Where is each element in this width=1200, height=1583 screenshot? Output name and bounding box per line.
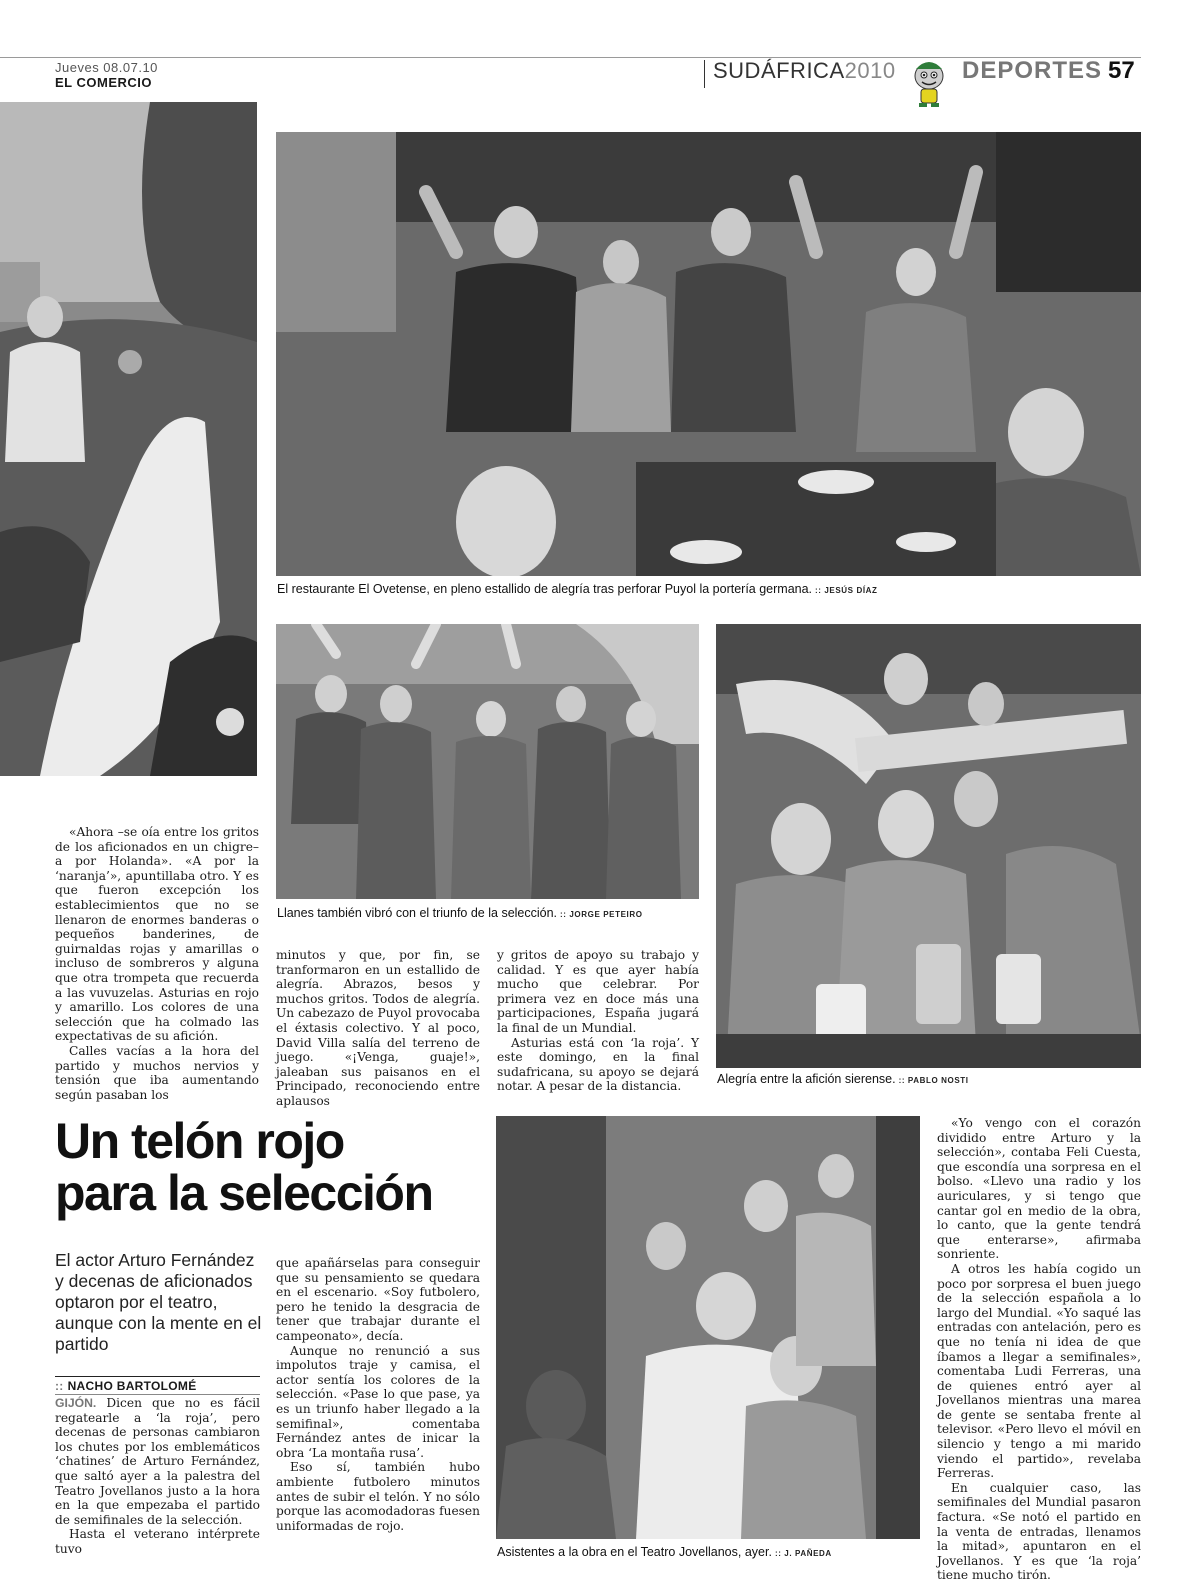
- left-celebration-photo: [0, 102, 257, 776]
- paragraph: y gritos de apoyo su trabajo y calidad. Y es que ayer había mucho que celebrar. Por primera vez en doce más una participaciones, España jugará la final de un Mundial.: [497, 948, 699, 1035]
- issue-date: Jueves 08.07.10: [55, 60, 158, 75]
- headline-line-1: Un telón rojo: [55, 1113, 344, 1169]
- header-divider: [704, 60, 705, 88]
- upper-article-col3: [497, 948, 699, 1094]
- section-title: DEPORTES: [962, 57, 1103, 84]
- main-photo-caption-text: El restaurante El Ovetense, en pleno estallido de alegría tras perforar Puyol la portería germana.: [277, 582, 813, 596]
- paragraph: Calles vacías a la hora del partido y muchos nervios y tensión que iba aumentando según pasaban los: [55, 1043, 259, 1102]
- paragraph: Hasta el veterano intérprete tuvo: [55, 1527, 260, 1556]
- byline-author: NACHO BARTOLOMÉ: [67, 1379, 197, 1393]
- siero-photo-caption-text: Alegría entre la afición sierense.: [717, 1072, 896, 1086]
- paragraph: Eso sí, también hubo ambiente futbolero minutos antes de subir el telón. Y no sólo porque las acomodadoras fuesen uniformadas de rojo.: [276, 1460, 480, 1533]
- main-photo-credit: :: JESÚS DÍAZ: [815, 586, 878, 595]
- article-subheadline: El actor Arturo Fernández y decenas de aficionados optaron por el teatro, aunque con la mente en el partido: [55, 1250, 262, 1354]
- llanes-photo-caption-text: Llanes también vibró con el triunfo de la selección.: [277, 906, 558, 920]
- event-name: SUDÁFRICA: [713, 58, 845, 83]
- byline-rule: [55, 1376, 260, 1377]
- siero-photo-credit: :: PABLO NOSTI: [898, 1076, 969, 1085]
- lower-article-col1: [55, 1396, 260, 1557]
- event-title: [713, 58, 896, 84]
- lower-article-col2: [276, 1256, 480, 1533]
- headline-line-2: para la selección: [55, 1165, 433, 1221]
- main-restaurant-photo: [276, 132, 1141, 576]
- paragraph: «Ahora –se oía entre los gritos de los aficionados en un chigre– a por Holanda». «A por la ‘naranja’», apuntillaba otro. Y es que fueron excepción los establecimientos que no se llenaron de enormes banderas o pequeños banderines, de guirnaldas rojas y amarillas o incluso de sombreros y alguna que otra trompeta que recuerda a las vuvuzelas. Asturias en rojo y amarillo. Los colores de una selección que ha colmado las expectativas de su afición.: [55, 825, 259, 1044]
- byline-marker: ::: [55, 1379, 64, 1393]
- lead-text: Dicen que no es fácil regatearle a ‘la roja’, pero decenas de personas cambiaron los chutes por los emblemáticos ‘chatines’ de Arturo Fernández, que saltó ayer a la palestra del Teatro Jovellanos justo a la hora en la que empezaba el partido de semifinales de la selección.: [55, 1396, 261, 1527]
- lower-article-col3: [937, 1116, 1141, 1583]
- paragraph: [55, 1396, 260, 1527]
- world-cup-mascot-icon: [903, 57, 955, 109]
- article-headline: [55, 1115, 475, 1219]
- paragraph: En cualquier caso, las semifinales del Mundial pasaron factura. «Se notó el partido en la venta de entradas, llenamos la mitad», apuntaron en el Jovellanos. Y es que ‘la roja’ tiene mucho tirón.: [937, 1480, 1141, 1583]
- paragraph: Asturias está con ‘la roja’. Y este domingo, en la final sudafricana, su apoyo se dejará notar. A pesar de la distancia.: [497, 1035, 699, 1094]
- page-number: 57: [1108, 57, 1135, 84]
- llanes-photo-caption: [277, 906, 643, 920]
- newspaper-name: EL COMERCIO: [55, 75, 152, 90]
- dateline: GIJÓN.: [55, 1396, 97, 1410]
- paragraph: Aunque no renunció a sus impolutos traje y camisa, el actor sentía los colores de la selección. «Pase lo que pase, ya es un triunfo haber llegado a la semifinal», comentaba Fernández antes de inicar la obra ‘La montaña rusa’.: [276, 1343, 480, 1460]
- siero-photo-caption: [717, 1072, 969, 1086]
- paragraph: A otros les había cogido un poco por sorpresa el buen juego de la selección española a lo largo del Mundial. «Yo saqué las entradas con antelación, pero es que no tenía ni idea de que íbamos a llegar a semifinales», comentaba Ludi Ferreras, una de quienes entró ayer al Jovellanos mientras una marea de gente se sentaba frente al televisor. «Pero llevo el móvil en silencio y tengo a mi marido viendo el partido», revelaba Ferreras.: [937, 1261, 1141, 1481]
- theatre-photo-caption: [497, 1545, 832, 1559]
- paragraph: que apañárselas para conseguir que su pensamiento se quedara en el escenario. «Soy futbolero, pero he tenido la desgracia de tener que trabajar durante el campeonato», decía.: [276, 1256, 480, 1343]
- theatre-photo-caption-text: Asistentes a la obra en el Teatro Jovellanos, ayer.: [497, 1545, 772, 1559]
- upper-article-col2: [276, 948, 480, 1109]
- event-year: 2010: [844, 58, 896, 83]
- paragraph: minutos y que, por fin, se tranformaron en un estallido de alegría. Abrazos, besos y muchos gritos. Todos de alegría. Un cabezazo de Puyol provocaba el éxtasis colectivo. Y al poco, David Villa salía del terreno de juego. «¡Venga, guaje!», jaleaban sus paisanos en el Principado, reconociendo entre aplausos: [276, 948, 480, 1108]
- paragraph: «Yo vengo con el corazón dividido entre Arturo y la selección», contaba Feli Cuesta, que escondía una sorpresa en el bolso. «Llevo una radio y los auriculares, y si tengo que cantar gol en medio de la obra, lo canto, que la gente tendrá que enterarse», afirmaba sonriente.: [937, 1116, 1141, 1262]
- theatre-photo-credit: :: J. PAÑEDA: [774, 1549, 832, 1558]
- theatre-photo: [496, 1116, 920, 1539]
- main-photo-caption: [277, 582, 878, 596]
- byline-rule-bottom: [55, 1394, 260, 1395]
- llanes-photo: [276, 624, 699, 899]
- upper-article-col1: [55, 825, 259, 1102]
- siero-photo: [716, 624, 1141, 1068]
- byline: [55, 1379, 197, 1393]
- llanes-photo-credit: :: JORGE PETEIRO: [560, 910, 643, 919]
